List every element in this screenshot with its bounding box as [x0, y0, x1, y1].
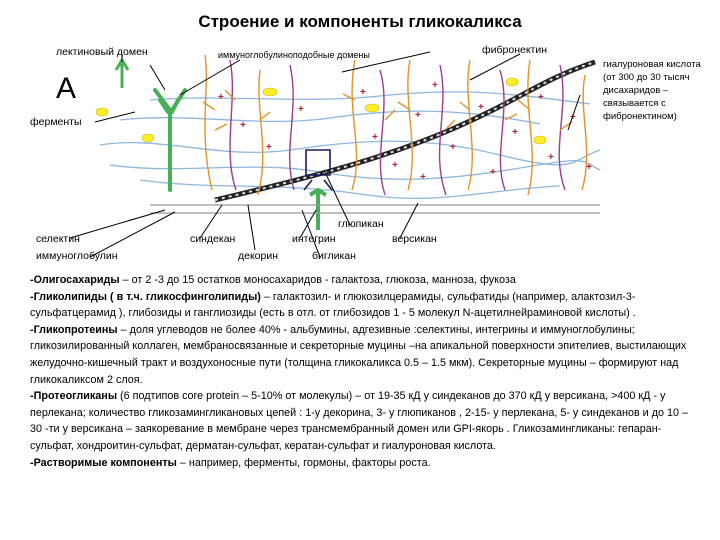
oligosaccharides-heading: -Олигосахариды: [30, 274, 120, 286]
label-glypican: глюпикан: [338, 218, 384, 230]
soluble-components-paragraph: [30, 455, 700, 472]
lectin-protein: [116, 60, 128, 88]
svg-text:+: +: [420, 172, 426, 183]
glycolipids-heading: -Гликолипиды ( в т.ч. гликосфинголипиды): [30, 290, 261, 303]
glycolipids-body: – галактозил- и глюкозилцерамиды, сульфатиды (например, алактозил-3-сульфатцерамид ), глибозиды и ганглиозиды (есть в отл. от глибозидов 1 - 5 молекул N-ацетилнейраминовой кислоты) .: [30, 290, 636, 320]
svg-text:+: +: [548, 152, 554, 163]
label-decorin: декорин: [238, 250, 279, 262]
svg-text:+: +: [450, 142, 456, 153]
svg-text:+: +: [415, 110, 421, 121]
oligosaccharides-paragraph: [30, 272, 700, 289]
svg-text:+: +: [218, 92, 224, 103]
svg-text:+: +: [478, 102, 484, 113]
proteoglycans-body: (6 подтипов core protein – 5-10% от молекулы) – от 19-35 кД у синдеканов до 370 кД у версикана, >400 кД - у перлекана; количество гликозамингликановых цепей : 1-у декорина, 3- у глюпиканов , 2-15- у перлекана, 5- у синдеканов и до 10 – 30 -ти у версикана – заякоревание в мембране через трансмембранный домен или GPI-якорь . Гликозамингликаны: гепаран-сульфат, хондроитин-сульфат, дерматан-сульфат, кератан-сульфат и гиалуроновая кислота.: [30, 390, 689, 452]
svg-text:+: +: [432, 80, 438, 91]
label-enzymes: ферменты: [30, 116, 82, 128]
soluble-components-heading: -Растворимые компоненты: [30, 456, 177, 469]
oligosaccharides-body: – от 2 -3 до 15 остатков моносахаридов - галактоза, глюкоза, манноза, фукоза: [119, 274, 516, 286]
glycoproteins-heading: -Гликопротеины: [30, 323, 118, 336]
leader-arrows: [70, 52, 580, 257]
label-integrin: интегрин: [292, 233, 336, 245]
svg-text:+: +: [372, 132, 378, 143]
description-text: [30, 272, 700, 471]
label-selectin: селектин: [36, 233, 80, 245]
label-fibronectin: фибронектин: [482, 44, 548, 56]
svg-text:+: +: [360, 87, 366, 98]
svg-text:+: +: [266, 142, 272, 153]
svg-text:+: +: [570, 112, 576, 123]
label-syndecan: синдекан: [190, 233, 236, 245]
label-biglycan: бигликан: [312, 250, 356, 262]
label-ig-like-domains: иммуноглобулиноподобные домены: [218, 50, 370, 60]
hyaluronan-note: гиалуроновая кислота (от 300 до 30 тысяч дисахаридов – связывается с фибронектином): [603, 59, 701, 122]
page-title: Строение и компоненты гликокаликса: [198, 12, 522, 31]
svg-text:+: +: [586, 162, 592, 173]
soluble-components-body: – например, ферменты, гормоны, факторы роста.: [176, 456, 431, 469]
glycolipids-paragraph: [30, 289, 700, 322]
label-lectin-domain: лектиновый домен: [56, 46, 148, 58]
svg-text:+: +: [538, 92, 544, 103]
label-immunoglobulin: иммуноглобулин: [36, 250, 118, 262]
svg-text:+: +: [298, 104, 304, 115]
svg-text:+: +: [490, 167, 496, 178]
label-versican: версикан: [392, 233, 437, 245]
svg-text:+: +: [240, 120, 246, 131]
immunoglobulin-proteins: [155, 90, 185, 190]
svg-text:+: +: [512, 127, 518, 138]
svg-text:+: +: [392, 160, 398, 171]
proteoglycans-paragraph: [30, 388, 700, 454]
proteoglycan-chains: [203, 55, 587, 195]
glycoproteins-paragraph: [30, 322, 700, 388]
label-a: А: [56, 72, 77, 105]
integrin-protein: [310, 190, 326, 230]
proteoglycans-heading: -Протеогликаны: [30, 390, 118, 403]
glycoproteins-body: – доля углеводов не более 40% - альбумины, адгезивные :селектины, интегрины и иммуноглобулины; гликозилированный коллаген, мембраносвязанные и секреторные муцины –на апикальной поверхности эпителиев, выстилающих желудочно-кишечный тракт и воздухоносные пути (толщина гликокаликса 0.5 – 1.5 мкм). Секреторные муцины – формируют над гликокаликсом 2 слоя.: [30, 323, 687, 386]
